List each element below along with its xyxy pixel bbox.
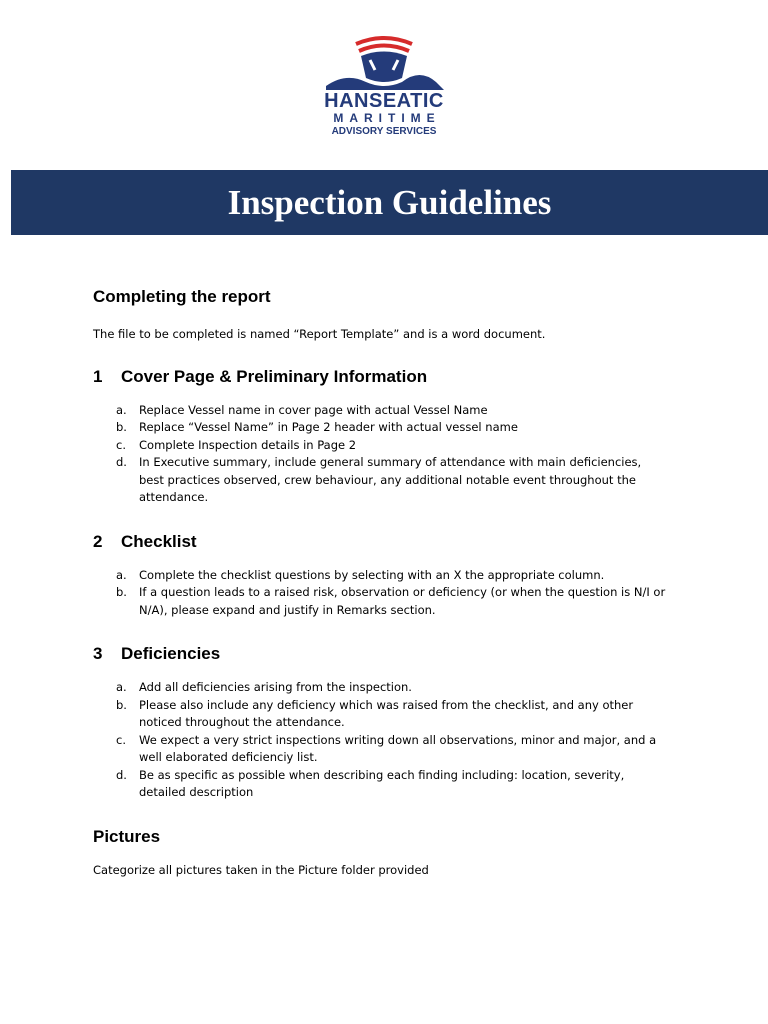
list-item-text: Replace Vessel name in cover page with actual Vessel Name <box>139 402 488 417</box>
list-marker: d. <box>116 455 127 469</box>
section-heading <box>93 286 683 308</box>
page-title: Inspection Guidelines <box>227 182 552 222</box>
section-heading <box>93 531 683 553</box>
list-item <box>93 767 669 802</box>
section-number: 1 <box>93 366 103 386</box>
section-heading-text: Checklist <box>121 531 197 551</box>
list-marker: b. <box>116 420 127 434</box>
list-item-text: Add all deficiencies arising from the inspection. <box>139 680 412 694</box>
list-item <box>93 402 669 420</box>
list-item <box>93 679 669 697</box>
section-number: 2 <box>93 531 103 551</box>
list-item <box>93 437 669 455</box>
list-item-text: Complete Inspection details in Page 2 <box>139 437 357 452</box>
list-item <box>93 454 669 507</box>
item-list <box>93 402 683 507</box>
logo-text-maritime: MARITIME <box>333 111 441 125</box>
list-marker: a. <box>116 567 127 582</box>
section <box>93 286 683 344</box>
list-item <box>93 697 669 732</box>
section <box>93 531 683 620</box>
list-marker: d. <box>116 767 127 782</box>
section-heading-text: Deficiencies <box>121 644 221 663</box>
section-number: 3 <box>93 644 103 663</box>
section-heading <box>93 643 683 665</box>
list-marker: c. <box>116 437 126 452</box>
list-item-text: Be as specific as possible when describing each finding including: location, severity, detailed description <box>139 767 625 799</box>
logo-text-hanseatic: HANSEATIC <box>324 90 444 112</box>
section-heading-text: Pictures <box>93 826 161 846</box>
list-marker: b. <box>116 697 127 712</box>
list-item <box>93 732 669 767</box>
document-body <box>93 286 683 879</box>
company-logo <box>318 34 450 142</box>
section-heading <box>93 826 683 848</box>
list-marker: c. <box>116 732 126 747</box>
list-item <box>93 567 669 585</box>
section-paragraph: The file to be completed is named “Report Template” and is a word document. <box>93 327 546 341</box>
ship-bow-icon <box>324 34 444 92</box>
title-banner <box>11 170 768 235</box>
list-item-text: In Executive summary, include general summary of attendance with main deficiencies, best practices observed, crew behaviour, any additional notable event throughout the attendance. <box>139 455 642 504</box>
list-item-text: If a question leads to a raised risk, observation or deficiency (or when the question is N/I or N/A), please expand and justify in Remarks section. <box>139 585 666 617</box>
section-heading-text: Cover Page & Preliminary Information <box>121 366 428 386</box>
list-item-text: We expect a very strict inspections writing down all observations, minor and major, and a well elaborated deficienciy list. <box>139 732 657 764</box>
list-item <box>93 584 669 619</box>
section <box>93 366 683 507</box>
section-paragraph: Categorize all pictures taken in the Picture folder provided <box>93 862 429 877</box>
item-list <box>93 679 683 802</box>
section-heading-text: Completing the report <box>93 287 271 306</box>
logo-text-advisory: ADVISORY SERVICES <box>331 126 437 137</box>
section <box>93 643 683 802</box>
list-marker: a. <box>116 680 127 694</box>
list-item-text: Complete the checklist questions by selecting with an X the appropriate column. <box>139 567 605 582</box>
section <box>93 826 683 880</box>
list-marker: a. <box>116 402 127 417</box>
list-marker: b. <box>116 585 127 599</box>
item-list <box>93 567 683 620</box>
list-item-text: Replace “Vessel Name” in Page 2 header with actual vessel name <box>139 420 518 434</box>
list-item-text: Please also include any deficiency which was raised from the checklist, and any other noticed throughout the attendance. <box>139 697 634 729</box>
list-item <box>93 419 669 437</box>
section-heading <box>93 366 683 388</box>
